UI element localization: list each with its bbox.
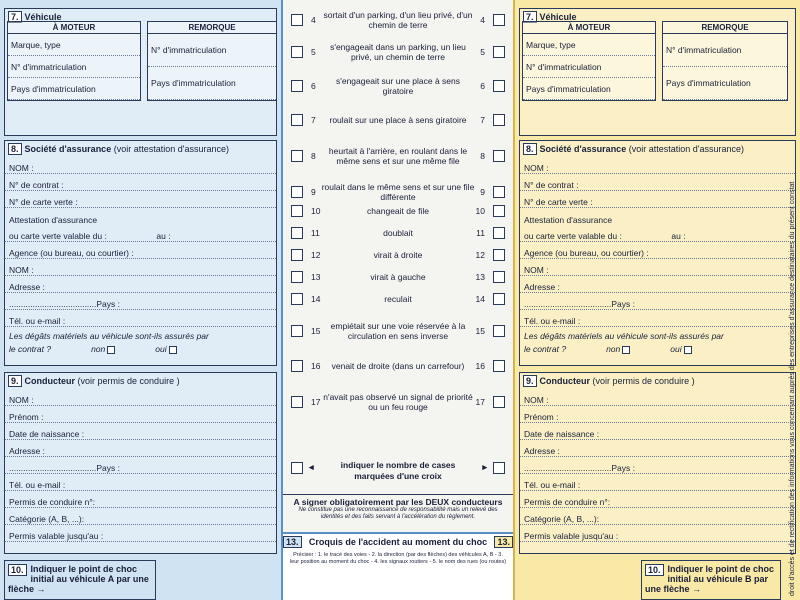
damage-yes-checkbox[interactable]: [684, 346, 692, 354]
circumstance-number: 12: [475, 250, 485, 260]
circumstance-number: 11: [476, 228, 485, 238]
insurer-name-field[interactable]: NOM :: [520, 157, 795, 174]
sketch-title: Croquis de l'accident au moment du choc: [308, 537, 488, 547]
license-number-field[interactable]: Permis de conduire n°:: [5, 491, 276, 508]
circumstance-text: n'avait pas observé un signal de priorité ou un feu rouge: [323, 392, 473, 412]
vehicle-section-b: 7. Véhicule À MOTEUR Marque, type N° d'immatriculation Pays d'immatriculation REMORQUE N° d'immatriculation Pays d'immatriculation: [519, 8, 796, 136]
circumstance-row-10: [283, 200, 513, 222]
circumstance-checkbox-b[interactable]: [493, 46, 505, 58]
circumstance-number: 17: [311, 397, 321, 407]
circumstance-text: s'engageait dans un parking, un lieu privé, un chemin de terre: [330, 42, 466, 62]
circumstance-row-15: [283, 314, 513, 348]
damage-no-checkbox[interactable]: [107, 346, 115, 354]
column-vehicle-a: [0, 0, 283, 600]
registration-country-field[interactable]: Pays d'immatriculation: [523, 78, 655, 100]
trailer-country-field[interactable]: Pays d'immatriculation: [148, 67, 276, 100]
circumstance-checkbox-b[interactable]: [493, 360, 505, 372]
license-number-field[interactable]: Permis de conduire n°:: [520, 491, 795, 508]
circumstance-checkbox-b[interactable]: [493, 186, 505, 198]
driver-firstname-field[interactable]: Prénom :: [5, 406, 276, 423]
circumstance-checkbox-b[interactable]: [493, 293, 505, 305]
circumstance-checkbox-b[interactable]: [493, 114, 505, 126]
circumstance-text: roulait sur une place à sens giratoire: [329, 115, 467, 125]
circumstance-number: 4: [311, 15, 316, 25]
circumstance-text: virait à droite: [373, 250, 423, 260]
circumstance-text: sortait d'un parking, d'un lieu privé, d'un chemin de terre: [323, 10, 473, 30]
count-box-b[interactable]: [493, 462, 505, 474]
circumstance-number: 6: [311, 81, 316, 91]
circumstance-row-11: [283, 222, 513, 244]
trailer-registration-field[interactable]: N° d'immatriculation: [148, 34, 276, 67]
damage-no-checkbox[interactable]: [622, 346, 630, 354]
vehicle-section-a: [4, 8, 277, 136]
motor-vehicle-box: À MOTEUR Marque, type N° d'immatriculation Pays d'immatriculation: [522, 21, 656, 101]
circumstance-checkbox-a[interactable]: [291, 14, 303, 26]
motor-vehicle-box: [7, 21, 141, 101]
certificate-label: Attestation d'assurance: [9, 215, 98, 225]
circumstance-number: 4: [480, 15, 485, 25]
circumstance-checkbox-b[interactable]: [493, 205, 505, 217]
brand-type-field[interactable]: Marque, type: [8, 34, 140, 56]
column-vehicle-b: [513, 0, 800, 600]
circumstance-text: venait de droite (dans un carrefour): [331, 361, 465, 371]
circumstance-number: 14: [311, 294, 321, 304]
impact-point-a[interactable]: 10. Indiquer le point de choc initial au véhicule A par une flèche →: [4, 560, 156, 600]
damage-question: Les dégâts matériels au véhicule sont-ils assurés par: [9, 331, 209, 341]
circumstance-row-13: [283, 266, 513, 288]
driver-address-field[interactable]: Adresse :: [520, 440, 795, 457]
circumstance-text: reculait: [384, 294, 412, 304]
count-row: [283, 456, 513, 486]
circumstance-number: 9: [311, 187, 316, 197]
circumstance-row-14: [283, 288, 513, 310]
circumstance-number: 10: [311, 206, 321, 216]
circumstance-checkbox-b[interactable]: [493, 249, 505, 261]
damage-answer-row: le contrat ? non oui: [5, 341, 276, 354]
registration-country-field[interactable]: Pays d'immatriculation: [8, 78, 140, 100]
insurance-section-header: 8. Société d'assurance (voir attestation d'assurance): [5, 141, 276, 157]
license-category-field[interactable]: Catégorie (A, B, ...):: [5, 508, 276, 525]
circumstance-row-12: [283, 244, 513, 266]
circumstance-checkbox-b[interactable]: [493, 14, 505, 26]
sketch-section[interactable]: 13. Croquis de l'accident au moment du choc 13. Préciser : 1. le tracé des voies - 2. la direction (par des flèches) des véhicules A, B - 3. leur position au moment du choc - 4. les signaux routiers - 5. le nom des rues (ou routes): [283, 532, 513, 600]
green-card-field[interactable]: N° de carte verte :: [520, 191, 795, 208]
circumstance-number: 7: [311, 115, 316, 125]
circumstance-number: 8: [480, 151, 485, 161]
circumstance-number: 13: [311, 272, 321, 282]
circumstance-checkbox-b[interactable]: [493, 396, 505, 408]
agency-address-field[interactable]: Adresse :: [520, 276, 795, 293]
circumstance-row-8: [283, 138, 513, 174]
insurance-section-b: 8. Société d'assurance (voir attestation d'assurance) NOM : N° de contrat : N° de carte verte : Attestation d'assurance ou carte verte valable du : au : Agence (ou bureau, ou courtier) : NOM : Adresse : .....................................Pays : Tél. ou e-mail : Les dégâts matériels au véhicule sont-ils assurés par le contrat ? non oui: [519, 140, 796, 366]
driver-name-field[interactable]: NOM :: [5, 389, 276, 406]
circumstance-checkbox-a[interactable]: [291, 150, 303, 162]
circumstance-checkbox-a[interactable]: [291, 205, 303, 217]
validity-field[interactable]: ou carte verte valable du : au :: [5, 225, 276, 242]
driver-name-field[interactable]: NOM :: [520, 389, 795, 406]
insurer-name-field[interactable]: NOM :: [5, 157, 276, 174]
circumstance-text: s'engageait sur une place à sens giratoire: [335, 76, 460, 96]
trailer-box: [147, 21, 277, 101]
count-box-a[interactable]: [291, 462, 303, 474]
circumstance-checkbox-a[interactable]: [291, 46, 303, 58]
circumstance-number: 15: [311, 326, 321, 336]
circumstance-checkbox-a[interactable]: [291, 271, 303, 283]
side-legal-text: droit d'accès et de rectification des informations vous concernant auprès des entreprises d'assurance destinataires du présent constat: [789, 181, 796, 596]
circumstance-number: 16: [475, 361, 485, 371]
motor-header: À MOTEUR: [8, 22, 140, 34]
contract-number-field[interactable]: N° de contrat :: [5, 174, 276, 191]
circumstance-text: changeait de file: [367, 206, 429, 216]
validity-field[interactable]: ou carte verte valable du : au :: [520, 225, 795, 242]
driver-country-field[interactable]: .....................................Pays :: [5, 457, 276, 474]
circumstance-number: 5: [480, 47, 485, 57]
circumstance-row-7: [283, 104, 513, 136]
circumstance-number: 14: [475, 294, 485, 304]
circumstance-number: 8: [311, 151, 316, 161]
damage-yes-checkbox[interactable]: [169, 346, 177, 354]
trailer-header: REMORQUE: [148, 22, 276, 34]
driver-birthdate-field[interactable]: Date de naissance :: [5, 423, 276, 440]
driver-section-header: 9. Conducteur (voir permis de conduire ): [5, 373, 276, 389]
agency-address-field[interactable]: Adresse :: [5, 276, 276, 293]
circumstance-row-16: [283, 350, 513, 382]
circumstance-number: 6: [480, 81, 485, 91]
trailer-box: REMORQUE N° d'immatriculation Pays d'immatriculation: [662, 21, 788, 101]
circumstance-text: empiétait sur une voie réservée à la circulation en sens inverse: [330, 321, 466, 341]
circumstance-checkbox-a[interactable]: [291, 186, 303, 198]
agency-phone-field[interactable]: Tél. ou e-mail :: [5, 310, 276, 327]
agency-name-field[interactable]: NOM :: [520, 259, 795, 276]
circumstance-checkbox-b[interactable]: [493, 325, 505, 337]
trailer-registration-field[interactable]: N° d'immatriculation: [663, 34, 787, 67]
driver-birthdate-field[interactable]: Date de naissance :: [520, 423, 795, 440]
circumstance-checkbox-a[interactable]: [291, 360, 303, 372]
arrow-right-icon: →: [36, 584, 46, 594]
agency-field[interactable]: Agence (ou bureau, ou courtier) :: [520, 242, 795, 259]
circumstance-number: 9: [480, 187, 485, 197]
agency-country-field[interactable]: .....................................Pays :: [520, 293, 795, 310]
circumstance-text: roulait dans le même sens et sur une file différente: [321, 182, 475, 202]
contract-number-field[interactable]: N° de contrat :: [520, 174, 795, 191]
registration-field[interactable]: N° d'immatriculation: [8, 56, 140, 78]
circumstance-checkbox-a[interactable]: [291, 325, 303, 337]
section-title: Véhicule: [24, 12, 62, 22]
license-validity-field[interactable]: Permis valable jusqu'au :: [520, 525, 795, 542]
circumstance-row-6: [283, 70, 513, 102]
circumstances-column: [283, 0, 513, 600]
agency-name-field[interactable]: NOM :: [5, 259, 276, 276]
circumstance-checkbox-b[interactable]: [493, 80, 505, 92]
insurance-section-a: [4, 140, 277, 366]
circumstance-checkbox-a[interactable]: [291, 114, 303, 126]
circumstance-number: 12: [311, 250, 321, 260]
count-label: indiquer le nombre de cases marquées d'une croix: [340, 460, 456, 481]
driver-phone-field[interactable]: Tél. ou e-mail :: [5, 474, 276, 491]
impact-point-b[interactable]: 10. Indiquer le point de choc initial au véhicule B par une flèche →: [641, 560, 781, 600]
section-number: 7.: [8, 11, 22, 23]
circumstance-row-4: [283, 4, 513, 36]
signature-notice: A signer obligatoirement par les DEUX conducteurs Ne constitue pas une reconnaissance de responsabilité mais un relevé des identités et des faits servant à l'accélération du règlement.: [283, 494, 513, 530]
trailer-country-field[interactable]: Pays d'immatriculation: [663, 67, 787, 100]
driver-address-field[interactable]: Adresse :: [5, 440, 276, 457]
circumstance-number: 13: [475, 272, 485, 282]
circumstance-text: heurtait à l'arrière, en roulant dans le même sens et sur une même file: [328, 146, 468, 166]
driver-country-field[interactable]: .....................................Pays :: [520, 457, 795, 474]
license-category-field[interactable]: Catégorie (A, B, ...):: [520, 508, 795, 525]
license-validity-field[interactable]: Permis valable jusqu'au :: [5, 525, 276, 542]
circumstance-checkbox-a[interactable]: [291, 396, 303, 408]
circumstance-checkbox-b[interactable]: [493, 227, 505, 239]
sketch-note: Préciser : 1. le tracé des voies - 2. la direction (par des flèches) des véhicules A, B - 3. leur position au moment du choc - 4. les signaux routiers - 5. le nom des rues (ou routes): [289, 552, 507, 565]
circumstance-text: virait à gauche: [370, 272, 426, 282]
arrow-right-icon: →: [692, 584, 702, 594]
circumstance-row-5: [283, 36, 513, 68]
circumstance-checkbox-a[interactable]: [291, 293, 303, 305]
circumstance-checkbox-a[interactable]: [291, 227, 303, 239]
circumstance-number: 16: [311, 361, 321, 371]
circumstance-checkbox-a[interactable]: [291, 80, 303, 92]
driver-section-b: 9. Conducteur (voir permis de conduire ) NOM : Prénom : Date de naissance : Adresse : .....................................Pays : Tél. ou e-mail : Permis de conduire n°: Catégorie (A, B, ...): Permis valable jusqu'au :: [519, 372, 796, 554]
circumstance-checkbox-b[interactable]: [493, 150, 505, 162]
registration-field[interactable]: N° d'immatriculation: [523, 56, 655, 78]
driver-firstname-field[interactable]: Prénom :: [520, 406, 795, 423]
circumstance-row-17: [283, 385, 513, 419]
agency-country-field[interactable]: .....................................Pays :: [5, 293, 276, 310]
circumstance-number: 17: [475, 397, 485, 407]
circumstance-number: 11: [311, 228, 320, 238]
circumstance-checkbox-b[interactable]: [493, 271, 505, 283]
arrow-right-icon: ►: [480, 462, 489, 472]
circumstance-number: 10: [475, 206, 485, 216]
circumstance-text: doublait: [383, 228, 413, 238]
arrow-left-icon: ◄: [307, 462, 316, 472]
agency-phone-field[interactable]: Tél. ou e-mail :: [520, 310, 795, 327]
circumstance-number: 15: [475, 326, 485, 336]
agency-field[interactable]: Agence (ou bureau, ou courtier) :: [5, 242, 276, 259]
green-card-field[interactable]: N° de carte verte :: [5, 191, 276, 208]
driver-section-a: [4, 372, 277, 554]
brand-type-field[interactable]: Marque, type: [523, 34, 655, 56]
circumstance-number: 5: [311, 47, 316, 57]
circumstance-number: 7: [480, 115, 485, 125]
circumstance-checkbox-a[interactable]: [291, 249, 303, 261]
driver-phone-field[interactable]: Tél. ou e-mail :: [520, 474, 795, 491]
